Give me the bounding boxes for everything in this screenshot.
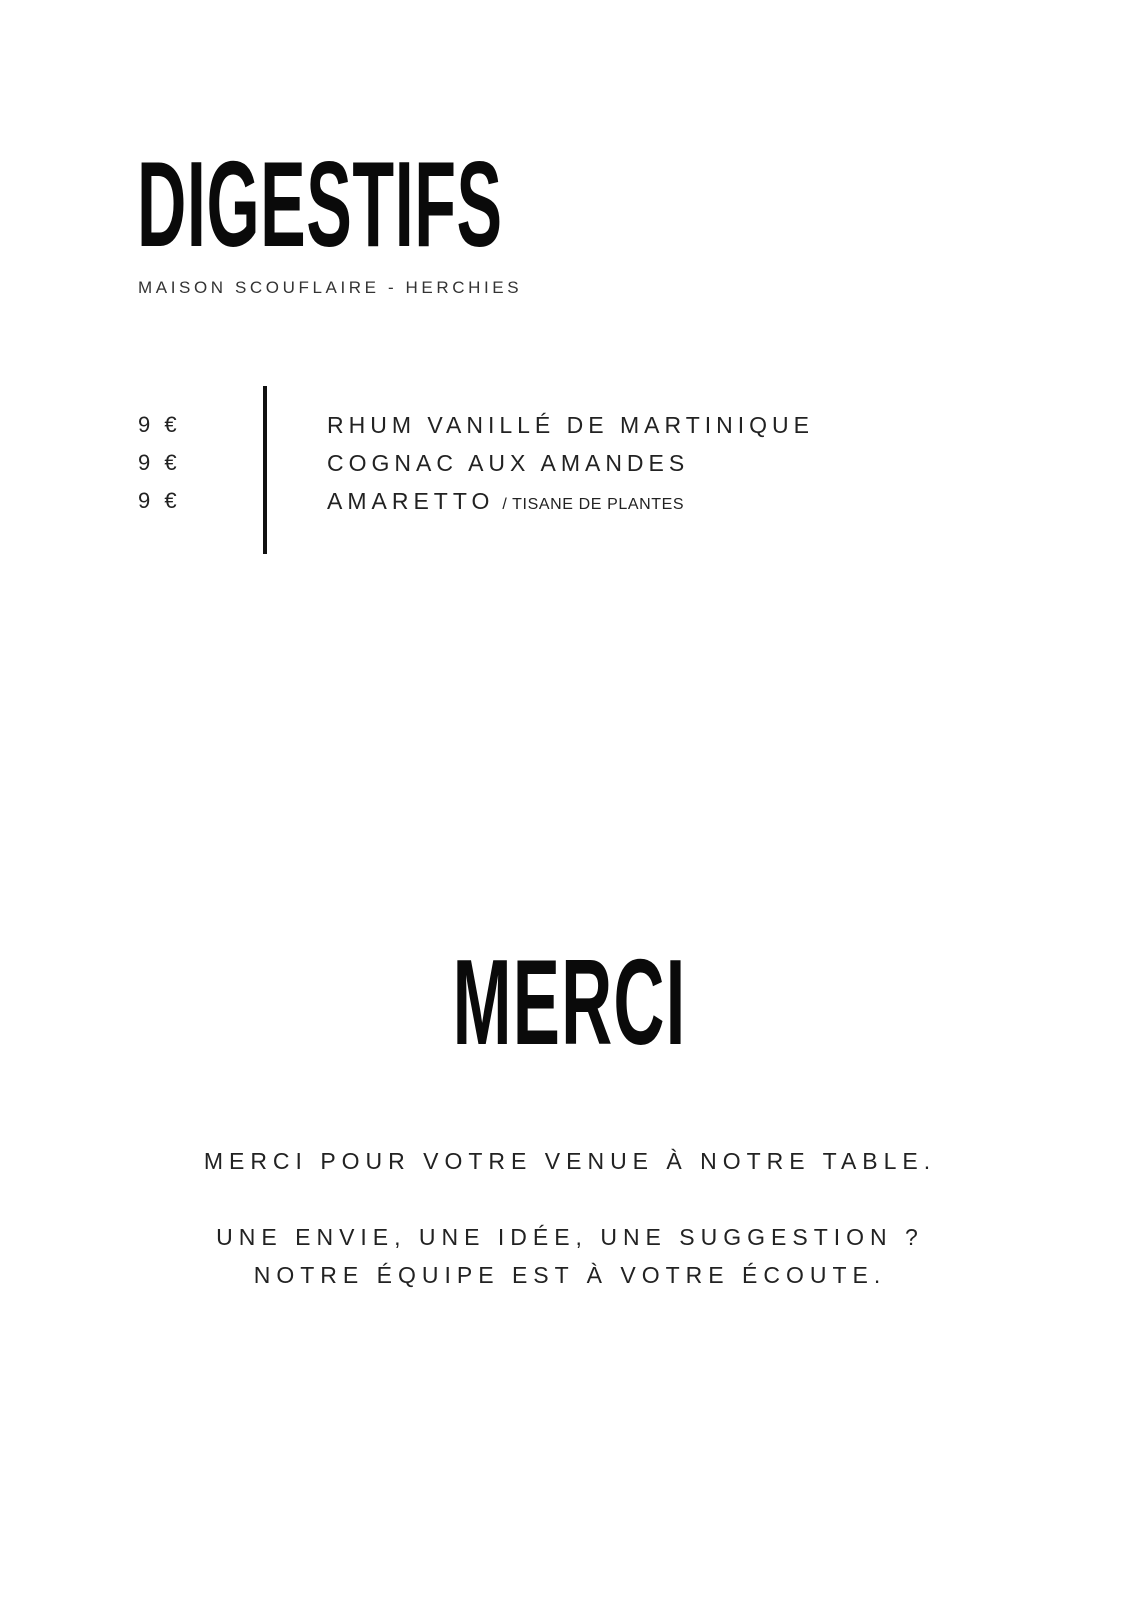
closing-title — [0, 934, 1140, 1070]
restaurant-subtitle: MAISON SCOUFLAIRE - HERCHIES — [138, 278, 523, 297]
price-column — [138, 409, 181, 523]
menu-item-name: RHUM VANILLÉ DE MARTINIQUE — [327, 412, 814, 438]
menu-items-list — [327, 409, 814, 523]
price-rhum: 9 € — [138, 412, 181, 437]
menu-item-name: COGNAC AUX AMANDES — [327, 450, 690, 476]
price-amaretto: 9 € — [138, 488, 181, 513]
closing-line-1: MERCI POUR VOTRE VENUE À NOTRE TABLE. — [203, 1148, 937, 1174]
menu-item-cognac — [327, 447, 814, 485]
menu-item-name: AMARETTO — [327, 488, 495, 514]
menu-item-amaretto — [327, 485, 814, 523]
menu-item-rhum — [327, 409, 814, 447]
vertical-divider — [263, 386, 267, 554]
price-cognac: 9 € — [138, 450, 181, 475]
menu-item-note: / TISANE DE PLANTES — [502, 496, 685, 513]
page-title: DIGESTIFS — [137, 136, 503, 272]
closing-title-text: MERCI — [453, 934, 687, 1070]
closing-line-3: NOTRE ÉQUIPE EST À VOTRE ÉCOUTE. — [253, 1262, 887, 1288]
closing-line-2: UNE ENVIE, UNE IDÉE, UNE SUGGESTION ? — [216, 1224, 924, 1250]
